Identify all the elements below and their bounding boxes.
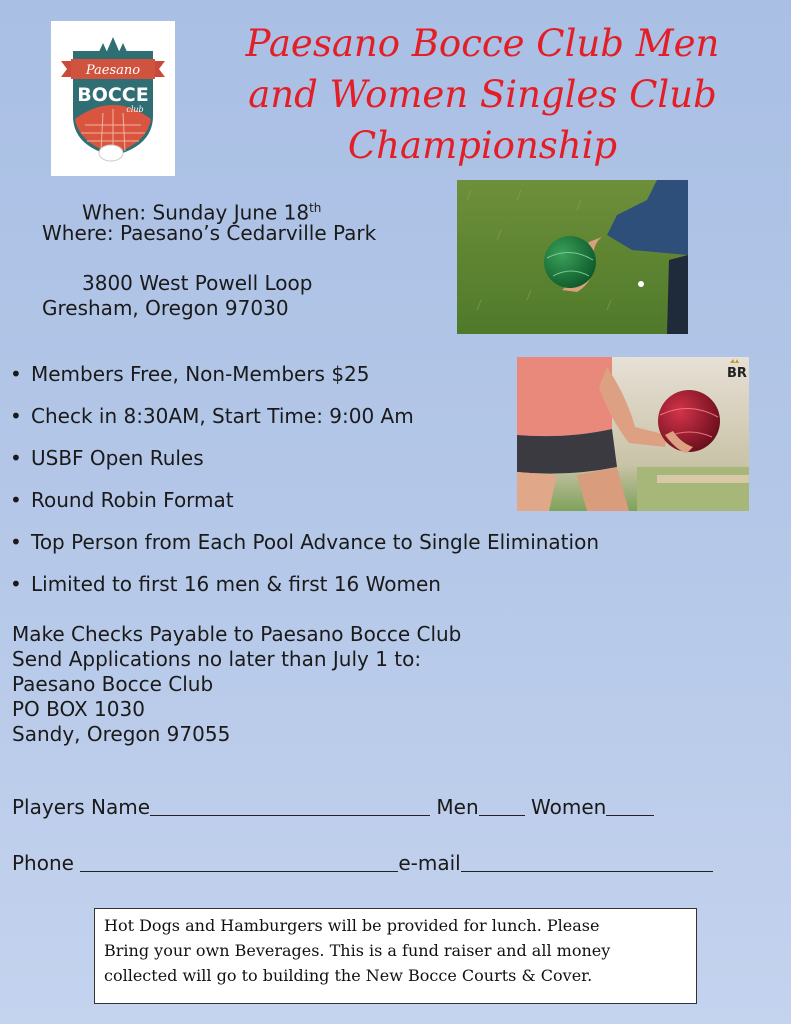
note-line-2: Bring your own Beverages. This is a fund raiser and all money bbox=[104, 941, 611, 960]
mailing-line-4: PO BOX 1030 bbox=[12, 697, 145, 721]
event-details-list bbox=[10, 353, 599, 605]
list-item: • Top Person from Each Pool Advance to Single Elimination bbox=[10, 530, 599, 554]
title-line-2: and Women Singles Club bbox=[248, 73, 717, 116]
phone-label: Phone bbox=[12, 851, 74, 875]
club-logo bbox=[51, 21, 175, 176]
list-item: • Limited to first 16 men & first 16 Women bbox=[10, 572, 441, 596]
event-where: Where: Paesano’s Cedarville Park bbox=[42, 221, 377, 245]
list-item: • Round Robin Format bbox=[10, 488, 234, 512]
women-label: Women bbox=[531, 795, 607, 819]
email-label: e-mail bbox=[398, 851, 461, 875]
event-address-line-1: 3800 West Powell Loop bbox=[82, 271, 313, 295]
contact-row bbox=[12, 851, 713, 875]
logo-main-text: BOCCE bbox=[77, 84, 149, 106]
mailing-instructions bbox=[12, 622, 461, 747]
lunch-note-box bbox=[94, 908, 697, 1004]
men-label: Men bbox=[436, 795, 479, 819]
list-item: • Members Free, Non-Members $25 bbox=[10, 362, 370, 386]
email-blank[interactable] bbox=[461, 871, 713, 872]
logo-sub-text: club bbox=[126, 105, 144, 114]
list-item: • USBF Open Rules bbox=[10, 446, 204, 470]
photo-badge-text: BR bbox=[727, 366, 747, 381]
players-name-row bbox=[12, 795, 654, 819]
title-line-3: Championship bbox=[347, 124, 618, 167]
phone-blank[interactable] bbox=[80, 871, 398, 872]
note-line-1: Hot Dogs and Hamburgers will be provided for lunch. Please bbox=[104, 916, 600, 935]
bocce-photo-green-ball bbox=[457, 180, 688, 334]
mailing-line-3: Paesano Bocce Club bbox=[12, 672, 214, 696]
event-when-text: When: Sunday June 18 bbox=[82, 200, 310, 225]
men-blank[interactable] bbox=[479, 815, 525, 816]
players-name-label: Players Name bbox=[12, 795, 151, 819]
mailing-line-1: Make Checks Payable to Paesano Bocce Club bbox=[12, 622, 462, 646]
logo-script-text: Paesano bbox=[85, 63, 141, 78]
title-line-1: Paesano Bocce Club Men bbox=[245, 22, 720, 65]
players-name-blank[interactable] bbox=[150, 815, 430, 816]
page-title bbox=[210, 18, 755, 171]
event-when-suffix: th bbox=[309, 201, 322, 215]
event-address-line-2: Gresham, Oregon 97030 bbox=[42, 296, 289, 320]
note-line-3: collected will go to building the New Bocce Courts & Cover. bbox=[104, 966, 593, 985]
list-item: • Check in 8:30AM, Start Time: 9:00 Am bbox=[10, 404, 414, 428]
women-blank[interactable] bbox=[606, 815, 654, 816]
mailing-line-2: Send Applications no later than July 1 to: bbox=[12, 647, 422, 671]
mailing-line-5: Sandy, Oregon 97055 bbox=[12, 722, 231, 746]
